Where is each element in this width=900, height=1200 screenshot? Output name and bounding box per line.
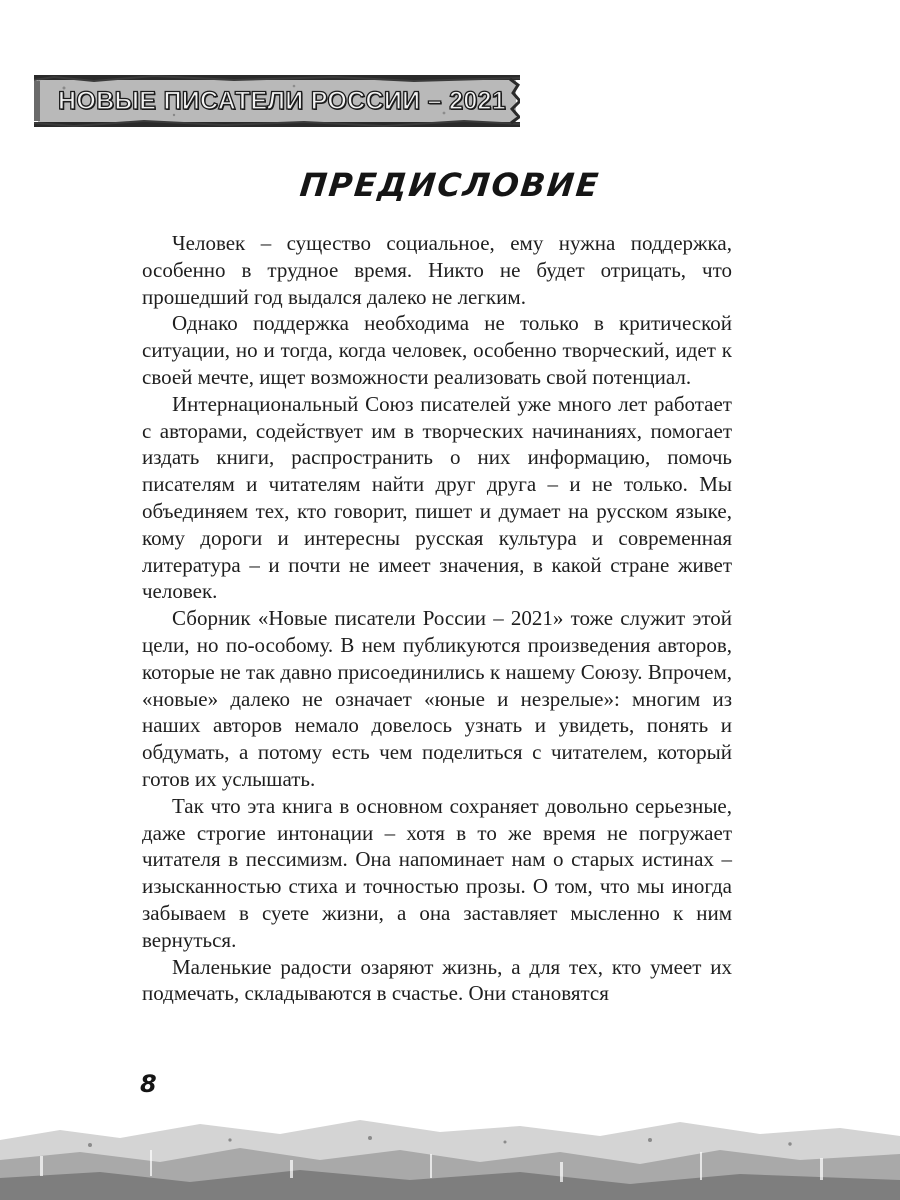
paragraph: Однако поддержка необходима не только в критической ситуации, но и тогда, когда человек, особенно творческий, идет к своей мечте, ищет возможности реализовать свой потенциал. (142, 311, 732, 389)
page-number: 8 (140, 1070, 157, 1098)
paragraph: Сборник «Новые писатели России – 2021» тоже служит этой цели, но по-особому. В нем публикуются произведения авторов, которые не так давно присоединились к нашему Союзу. Впрочем, «новые» далеко не означает «юные и незрелые»: многим из наших авторов немало довелось узнать и увидеть, понять и обдумать, а потому есть чем поделиться с читателем, который готов их услышать. (142, 606, 732, 791)
paragraph: Так что эта книга в основном сохраняет довольно серьезные, даже строгие интонации – хотя в то же время не погружает читателя в пессимизм. Она напоминает нам о старых истинах – изысканностью стиха и точностью прозы. О том, что мы иногда забываем в суете жизни, а она заставляет мысленно к ним вернуться. (142, 793, 732, 952)
paragraph: Человек – существо социальное, ему нужна поддержка, особенно в трудное время. Никто не будет отрицать, что прошедший год выдался далеко не легким. (142, 231, 732, 309)
body-text (142, 230, 732, 1007)
chapter-title: ПРЕДИСЛОВИЕ (298, 166, 602, 204)
running-title: НОВЫЕ ПИСАТЕЛИ РОССИИ – 2021 (58, 86, 506, 115)
running-header (34, 73, 520, 129)
paragraph: Интернациональный Союз писателей уже много лет работает с авторами, содействует им в творческих начинаниях, помогает издать книги, распространить о них информацию, помочь писателям и читателям найти друг друга – и не только. Мы объединяем тех, кто говорит, пишет и думает на русском языке, кому дороги и интересны русская культура и современная литература – и почти не имеет значения, в какой стране живет человек. (142, 391, 732, 604)
paragraph: Маленькие радости озаряют жизнь, а для тех, кто умеет их подмечать, складываются в счастье. Они становятся (142, 954, 732, 1006)
footer-grunge-texture (0, 1090, 900, 1200)
